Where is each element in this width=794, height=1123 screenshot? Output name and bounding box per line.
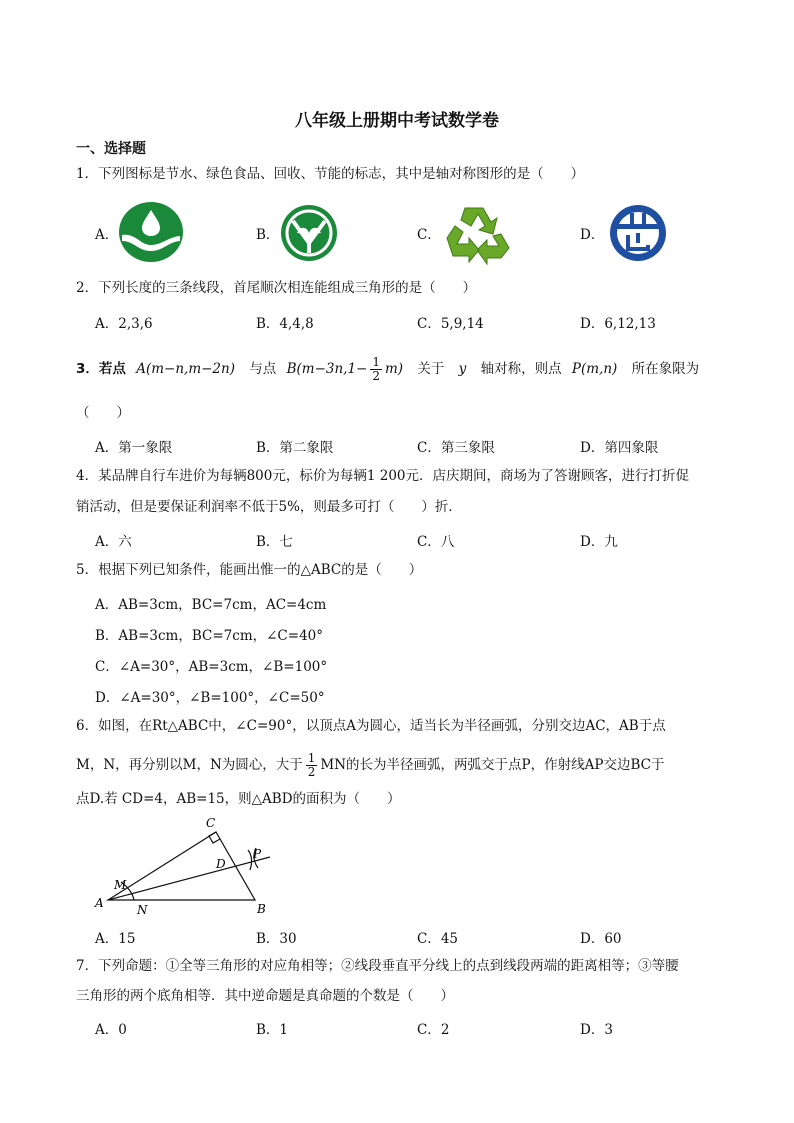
q7-option-c: C．2 bbox=[417, 1022, 450, 1038]
q5-option-d: D．∠A=30°，∠B=100°，∠C=50° bbox=[95, 690, 325, 706]
q3-mid3: 轴对称，则点 bbox=[480, 361, 562, 377]
question-1-stem: 1．下列图标是节水、绿色食品、回收、节能的标志，其中是轴对称图形的是（ ） bbox=[76, 166, 585, 182]
q6-line2-pre: M，N，再分别以M，N为圆心，大于 bbox=[76, 757, 303, 773]
q7-option-b: B．1 bbox=[256, 1022, 289, 1038]
q3-mid2: 关于 bbox=[417, 361, 445, 377]
q6-frac-num: 1 bbox=[307, 751, 316, 765]
q3-point-b-pre: B(m−3n,1− bbox=[286, 361, 368, 377]
triangle-figure bbox=[90, 812, 280, 920]
q3-answer-paren: （ ） bbox=[76, 405, 130, 421]
water-saving-logo-icon bbox=[118, 201, 184, 263]
q3-frac-den: 2 bbox=[372, 369, 380, 383]
q5-option-b: B．AB=3cm，BC=7cm，∠C=40° bbox=[95, 628, 323, 644]
green-food-logo-icon bbox=[279, 203, 339, 263]
question-6-line-2 bbox=[76, 752, 664, 779]
arc-p-1 bbox=[248, 850, 252, 870]
question-6-line-1: 6．如图，在Rt△ABC中，∠C=90°，以顶点A为圆心，适当长为半径画弧，分别交边AC，AB于点 bbox=[76, 718, 666, 734]
q7-option-d: D．3 bbox=[580, 1022, 613, 1038]
q4-option-b: B．七 bbox=[256, 534, 293, 550]
recycling-logo-icon bbox=[443, 204, 511, 266]
question-5-stem: 5．根据下列已知条件，能画出惟一的△ABC的是（ ） bbox=[76, 562, 423, 578]
q4-option-d: D．九 bbox=[580, 534, 618, 550]
q6-option-c: C．45 bbox=[417, 931, 459, 947]
q2-option-d: D．6,12,13 bbox=[580, 316, 656, 332]
q5-option-c: C．∠A=30°，AB=3cm，∠B=100° bbox=[95, 659, 328, 675]
q6-frac-den: 2 bbox=[307, 765, 316, 779]
q4-option-a: A．六 bbox=[95, 534, 132, 550]
label-m: M bbox=[114, 878, 127, 892]
label-p: P bbox=[253, 847, 262, 861]
q3-option-a: A．第一象限 bbox=[95, 440, 173, 456]
question-2-stem: 2．下列长度的三条线段，首尾顺次相连能组成三角形的是（ ） bbox=[76, 280, 477, 296]
q1-option-b: B． bbox=[256, 227, 280, 243]
q1-option-a: A． bbox=[95, 227, 119, 243]
q6-option-b: B．30 bbox=[256, 931, 297, 947]
q3-prefix: 3．若点 bbox=[76, 361, 126, 377]
question-4-line-2: 销活动，但是要保证利润率不低于5%，则最多可打（ ）折． bbox=[76, 499, 462, 515]
q3-point-b-post: m) bbox=[385, 361, 404, 377]
exam-title: 八年级上册期中考试数学卷 bbox=[295, 111, 499, 131]
q3-axis: y bbox=[458, 361, 467, 377]
q3-fraction bbox=[370, 356, 382, 383]
label-b: B bbox=[257, 902, 266, 916]
energy-saving-logo-icon bbox=[608, 203, 668, 263]
q2-option-c: C．5,9,14 bbox=[417, 316, 484, 332]
q6-option-d: D．60 bbox=[580, 931, 622, 947]
q3-point-a: A(m−n,m−2n) bbox=[136, 361, 235, 377]
q1-option-c: C． bbox=[417, 227, 441, 243]
q3-option-c: C．第三象限 bbox=[417, 440, 495, 456]
q3-option-d: D．第四象限 bbox=[580, 440, 659, 456]
q6-line2-post: MN的长为半径画弧，两弧交于点P，作射线AP交边BC于 bbox=[320, 757, 665, 773]
q2-option-b: B．4,4,8 bbox=[256, 316, 314, 332]
q3-tail: 所在象限为 bbox=[631, 361, 700, 377]
q3-point-p: P(m,n) bbox=[571, 361, 618, 377]
label-d: D bbox=[216, 857, 226, 871]
label-n: N bbox=[137, 903, 148, 917]
question-7-line-1: 7．下列命题：①全等三角形的对应角相等；②线段垂直平分线上的点到线段两端的距离相等；③等腰 bbox=[76, 958, 679, 974]
question-6-line-3: 点D.若 CD=4，AB=15，则△ABD的面积为（ ） bbox=[76, 791, 401, 807]
q6-option-a: A．15 bbox=[95, 931, 136, 947]
q3-mid1: 与点 bbox=[249, 361, 277, 377]
question-4-line-1: 4．某品牌自行车进价为每辆800元，标价为每辆1 200元．店庆期间，商场为了答谢顾客，进行打折促 bbox=[76, 468, 690, 484]
label-a: A bbox=[95, 896, 104, 910]
q4-option-c: C．八 bbox=[417, 534, 455, 550]
q2-option-a: A．2,3,6 bbox=[95, 316, 153, 332]
q3-frac-num: 1 bbox=[372, 355, 380, 369]
label-c: C bbox=[206, 816, 216, 830]
q1-option-d: D． bbox=[580, 227, 605, 243]
question-3-stem bbox=[76, 356, 699, 383]
q5-option-a: A．AB=3cm，BC=7cm，AC=4cm bbox=[95, 597, 327, 613]
triangle-abc bbox=[108, 832, 255, 900]
question-7-line-2: 三角形的两个底角相等．其中逆命题是真命题的个数是（ ） bbox=[76, 988, 454, 1004]
q6-fraction bbox=[306, 752, 318, 779]
q7-option-a: A．0 bbox=[95, 1022, 127, 1038]
q3-option-b: B．第二象限 bbox=[256, 440, 334, 456]
section-heading: 一、选择题 bbox=[76, 141, 146, 157]
